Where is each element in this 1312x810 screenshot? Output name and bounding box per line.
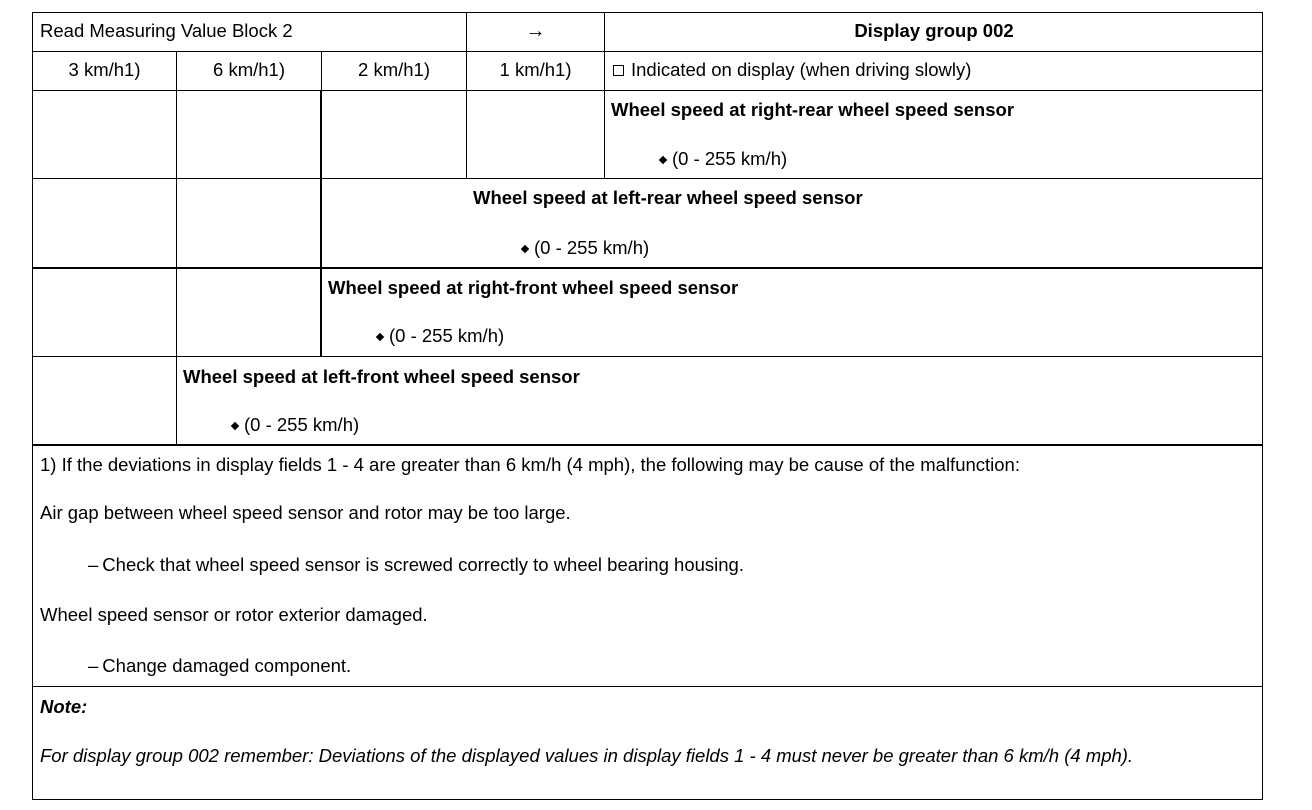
display-field-1: 3 km/h1) [68,59,141,80]
rule [32,90,1263,91]
rule [176,51,177,445]
footnote-intro: 1) If the deviations in display fields 1 - 4 are greater than 6 km/h (4 mph), the following may be cause of the malfunction: [40,454,1020,475]
bullet-icon [376,333,384,341]
bullet-icon [659,156,667,164]
display-field-4: 1 km/h1) [499,59,572,80]
right-rear-title: Wheel speed at right-rear wheel speed sensor [611,99,1015,120]
left-rear-range: (0 - 255 km/h) [522,237,649,259]
table-frame [32,12,1263,800]
rule [32,686,1263,687]
display-field-2: 6 km/h1) [213,59,285,80]
rule [32,444,1263,446]
left-front-title: Wheel speed at left-front wheel speed sensor [183,366,580,387]
rule [32,267,1263,269]
rule [32,51,1263,52]
right-rear-range: (0 - 255 km/h) [660,148,787,170]
checkbox-square-icon [613,65,624,76]
indicator-text: Indicated on display (when driving slowly) [613,59,971,81]
rule [32,178,1263,179]
note-label: Note: [40,696,88,717]
note-text: For display group 002 remember: Deviations of the displayed values in display fields 1 - 4 must never be greater than 6 km/h (4 mph). [40,745,1134,766]
display-field-3: 2 km/h1) [358,59,430,80]
display-group-title: Display group 002 [854,20,1014,41]
dash-icon: – [88,655,99,676]
rule [320,90,322,357]
left-front-range: (0 - 255 km/h) [232,414,359,436]
footnote-action-1: – Check that wheel speed sensor is screwed correctly to wheel bearing housing. [88,554,744,575]
arrow-icon: → [525,20,546,42]
right-front-range: (0 - 255 km/h) [377,325,504,347]
bullet-icon [521,245,529,253]
footnote-cause-1: Air gap between wheel speed sensor and rotor may be too large. [40,502,571,523]
right-front-title: Wheel speed at right-front wheel speed sensor [328,277,739,298]
footnote-action-2: – Change damaged component. [88,655,352,676]
rule [32,356,1263,357]
block-title: Read Measuring Value Block 2 [40,20,293,41]
bullet-icon [231,422,239,430]
left-rear-title: Wheel speed at left-rear wheel speed sensor [473,187,863,208]
dash-icon: – [88,554,99,575]
footnote-cause-2: Wheel speed sensor or rotor exterior damaged. [40,604,428,625]
